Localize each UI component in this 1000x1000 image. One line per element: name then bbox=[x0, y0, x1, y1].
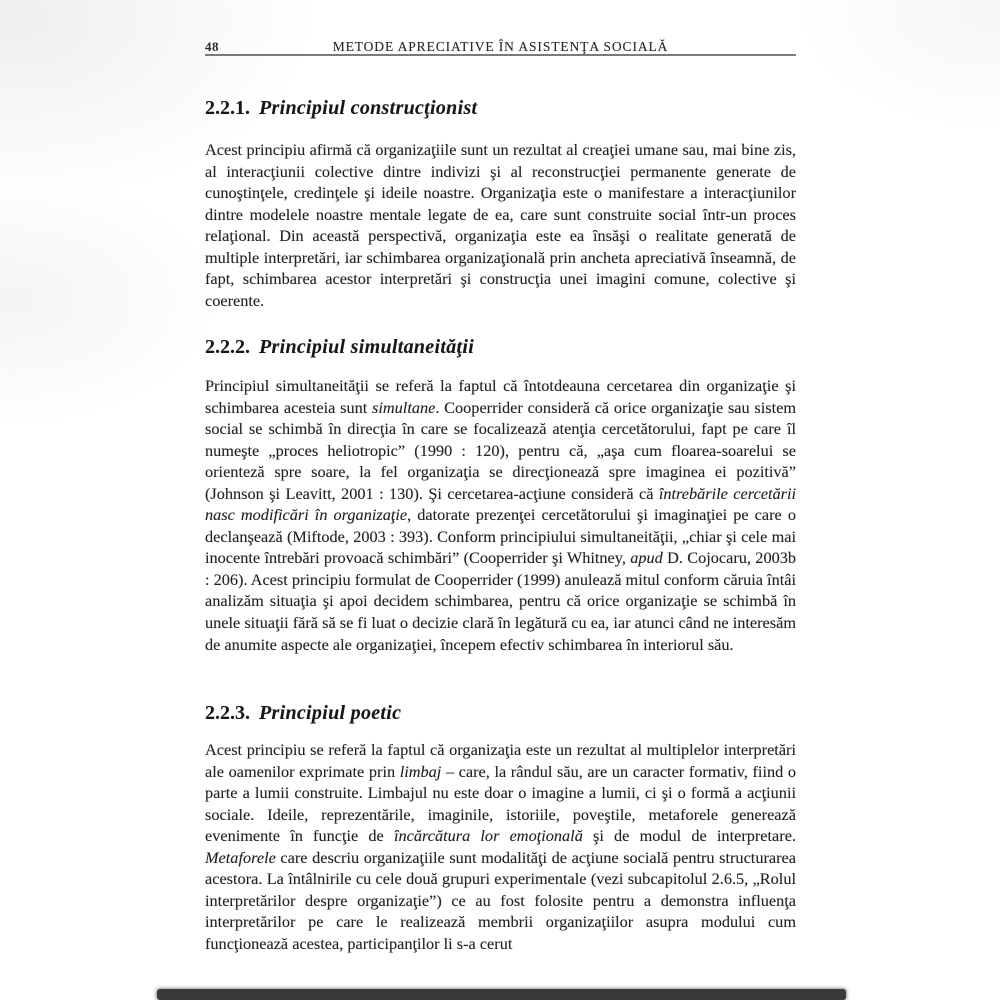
emphasized-text: Metaforele bbox=[205, 847, 276, 867]
body-text: care descriu organizaţiile sunt modalităţi de acţiune socială pentru structurarea acestora. La întâlnirile cu cele două grupuri experimentale (vezi subcapitolul 2.6.5, „Rolul interpretărilor despre organizaţie”) ce au fost folosite pentru a demonstra influenţa interpretărilor pe care le realizează membrii organizaţiilor asupra modului cum funcţionează acestea, participanţilor li s-a cerut bbox=[205, 847, 796, 953]
emphasized-text: limbaj bbox=[399, 761, 442, 781]
body-text: şi de modul de interpretare. bbox=[582, 826, 796, 846]
page-number: 48 bbox=[205, 39, 219, 54]
section-number: 2.2.2. bbox=[205, 336, 250, 358]
body-text: D. Cojocaru, 2003b : 206). Acest principiu formulat de Cooperrider (1999) anulează mitul conform căruia întâi analizăm situaţia şi apoi decidem schimbarea, pentru că orice organizaţie se schimbă în unele situaţii fără să se fi luat o decizie clară în legătură cu ea, iar atunci când ne interesăm de anumite aspecte ale organizaţiei, începem efectiv schimbarea în interiorul său. bbox=[205, 548, 797, 654]
section-number: 2.2.3. bbox=[205, 702, 250, 724]
section-number: 2.2.1. bbox=[205, 97, 250, 119]
body-text: , datorate prezenţei cercetătorului şi imaginaţiei pe care o declanşează (Miftode, 2003 : 393). Conform principiului simultaneităţii, „chiar şi cele mai inocente întrebări provoacă schimbări” (Cooperrider şi Whitney, bbox=[205, 505, 796, 568]
emphasized-text: întrebările cercetării nasc modificări în organizaţie bbox=[205, 483, 796, 525]
section-title: Principiul poetic bbox=[259, 702, 402, 724]
section-title: Principiul construcţionist bbox=[259, 97, 478, 119]
section-heading-2-2-1 bbox=[205, 97, 796, 120]
header-rule bbox=[205, 54, 796, 56]
paragraph-constructionist bbox=[205, 139, 796, 311]
paragraph-simultaneity bbox=[205, 375, 796, 655]
body-text: Acest principiu se referă la faptul că organizaţia este un rezultat al multiplelor interpretări ale oamenilor exprimate prin bbox=[205, 740, 796, 781]
body-text: – care, la rândul său, are un caracter formativ, fiind o parte a lumii construite. Limbajul nu este doar o imagine a lumii, ci şi o formă a acţiunii sociale. Ideile, reprezentările, imaginile, istoriile, poveştile, metaforele generează evenimente în funcţie de bbox=[205, 761, 796, 846]
body-text: Principiul simultaneităţii se referă la faptul că întotdeauna cercetarea din organizaţie şi schimbarea acesteia sunt bbox=[205, 376, 796, 417]
emphasized-text: apud bbox=[630, 548, 663, 568]
section-heading-2-2-3 bbox=[205, 702, 796, 725]
body-text: . Cooperrider consideră că orice organizaţie sau sistem social se schimbă în direcţia în care se focalizează atenţia cercetătorului, fapt pe care îl numeşte „proces heliotropic” (1990 : 120), pentru că, „aşa cum floarea-soarelui se orienteză spre soare, la fel organizaţia se direcţionează spre imaginea ei pozitivă” (Johnson şi Leavitt, 2001 : 130). Şi cercetarea-acţiune consideră că bbox=[205, 397, 796, 503]
paragraph-poetic bbox=[205, 739, 796, 954]
body-text: Acest principiu afirmă că organizaţiile sunt un rezultat al creaţiei umane sau, mai bine zis, al interacţiunii colective dintre indivizi şi al reconstrucţiei permanente generate de cunoştinţele, credinţele şi ideile noastre. Organizaţia este o manifestare a interacţiunilor dintre modelele noastre mentale legate de ea, care sunt construite social într-un proces relaţional. Din această perspectivă, organizaţia este ea însăşi o realitate generată de multiple interpretări, iar schimbarea organizaţională prin ancheta apreciativă înseamnă, de fapt, schimbarea acestor interpretări şi construcţia unei imagini comune, colective şi coerente. bbox=[205, 140, 796, 310]
running-header-title: METODE APRECIATIVE ÎN ASISTENŢA SOCIALĂ bbox=[332, 39, 669, 54]
emphasized-text: încărcătura lor emoţională bbox=[393, 826, 583, 846]
section-title: Principiul simultaneităţii bbox=[259, 336, 475, 358]
scan-artifact-bottom-bar bbox=[157, 989, 846, 1000]
section-heading-2-2-2 bbox=[205, 336, 796, 359]
emphasized-text: simultane bbox=[372, 397, 436, 417]
